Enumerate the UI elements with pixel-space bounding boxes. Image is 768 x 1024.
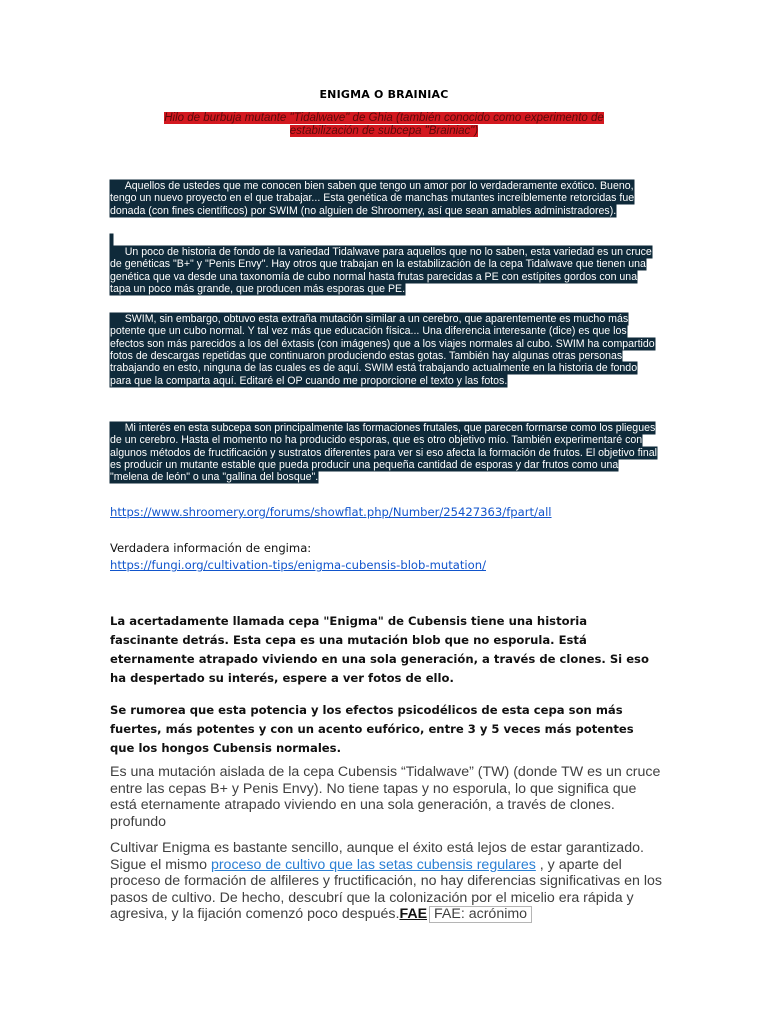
- dark-paragraph-2: [110, 246, 658, 295]
- bold-paragraph-2: Se rumorea que esta potencia y los efectos psicodélicos de esta cepa son más fuertes, más potentes y con un acento eufórico, entre 3 y 5 veces más potentes que los hongos Cubensis normales.: [110, 703, 634, 755]
- dark-paragraph-2-text: Un poco de historia de fondo de la variedad Tidalwave para aquellos que no lo saben, esta variedad es un cruce de genéticas "B+" y "Penis Envy". Hay otros que trabajan en la estabilización de la cepa Tidalwave que tienen una genética que va desde una taxonomía de cubo normal hasta frutas parecidas a PE con estípites gordos con una tapa un poco más grande, que producen más esporas que PE.: [110, 246, 652, 296]
- subtitle: [140, 112, 628, 138]
- dark-paragraph-1: [110, 180, 658, 217]
- dark-paragraph-4: [110, 422, 658, 484]
- subtitle-text: Hilo de burbuja mutante "Tidalwave" de Ghia (también conocido como experimento de estabilización de subcepa "Brainiac"): [164, 112, 604, 137]
- info-label: Verdadera información de engima:: [110, 541, 312, 555]
- dark-paragraph-4-text: Mi interés en esta subcepa son principalmente las formaciones frutales, que parecen formarse como los pliegues de un cerebro. Hasta el momento no ha producido esporas, que es otro objetivo mío. También experimentaré con algunos métodos de fructificación y sustratos diferentes para ver si eso afecta la formación de frutos. El objetivo final es producir un mutante estable que pueda producir una pequeña cantidad de esporas y dar frutos como una "melena de león" o una "gallina del bosque".: [110, 422, 658, 484]
- page-title: ENIGMA O BRAINIAC: [319, 88, 449, 101]
- blank-highlight-line: [110, 234, 658, 245]
- bold-paragraph-1: La acertadamente llamada cepa "Enigma" de Cubensis tiene una historia fascinante detrás. Esta cepa es una mutación blob que no esporula. Está eternamente atrapado viviendo en una sola generación, a través de clones. Si eso ha despertado su interés, espere a ver fotos de ello.: [110, 614, 649, 685]
- gray-paragraph-2: Cultivar Enigma es bastante sencillo, aunque el éxito está lejos de estar garantizado. Sigue el mismo proceso de cultivo que las setas cubensis regulares , y aparte del proceso de formación de alfileres y fructificación, no hay diferencias significativas en los pasos de cultivo. De hecho, descubrí que la colonización por el micelio era rápida y agresiva, y la fijación comenzó poco después.FAE FAE: acrónimo: [110, 840, 663, 923]
- cultivation-process-link[interactable]: proceso de cultivo que las setas cubensis regulares: [210, 856, 536, 873]
- dark-paragraph-1-text: Aquellos de ustedes que me conocen bien saben que tengo un amor por lo verdaderamente exótico. Bueno, tengo un nuevo proyecto en el que trabajar... Esta genética de manchas mutantes increíblemente retorcidas fue donada (con fines científicos) por SWIM (no alguien de Shroomery, así que sean amables administradores).: [110, 180, 635, 217]
- dark-paragraph-3: [110, 313, 658, 387]
- dark-paragraph-3-text: SWIM, sin embargo, obtuvo esta extraña mutación similar a un cerebro, que aparentemente es mucho más potente que un cubo normal. Y tal vez más que educación física... Una diferencia interesante (dice) es que los efectos son más parecidos a los del éxtasis (con imágenes) que a los viajes normales al cubo. SWIM ha compartido fotos de descargas repetidas que continuaron produciendo estas gotas. También hay algunas otras personas trabajando en esto, ninguna de las cuales es de aquí. SWIM está trabajando actualmente en la historia de fondo para que la comparta aquí. Editaré el OP cuando me proporcione el texto y las fotos.: [110, 313, 655, 387]
- fungi-link[interactable]: https://fungi.org/cultivation-tips/enigma-cubensis-blob-mutation/: [110, 558, 486, 572]
- fae-term[interactable]: FAE: [399, 906, 428, 923]
- fae-tooltip: FAE: acrónimo: [429, 906, 532, 923]
- shroomery-link[interactable]: https://www.shroomery.org/forums/showflat.php/Number/25427363/fpart/all: [110, 505, 552, 519]
- gray-paragraph-1: Es una mutación aislada de la cepa Cubensis “Tidalwave” (TW) (donde TW es un cruce entre las cepas B+ y Penis Envy). No tiene tapas y no esporula, lo que significa que está eternamente atrapado viviendo en una sola generación, a través de clones. profundo: [110, 764, 661, 830]
